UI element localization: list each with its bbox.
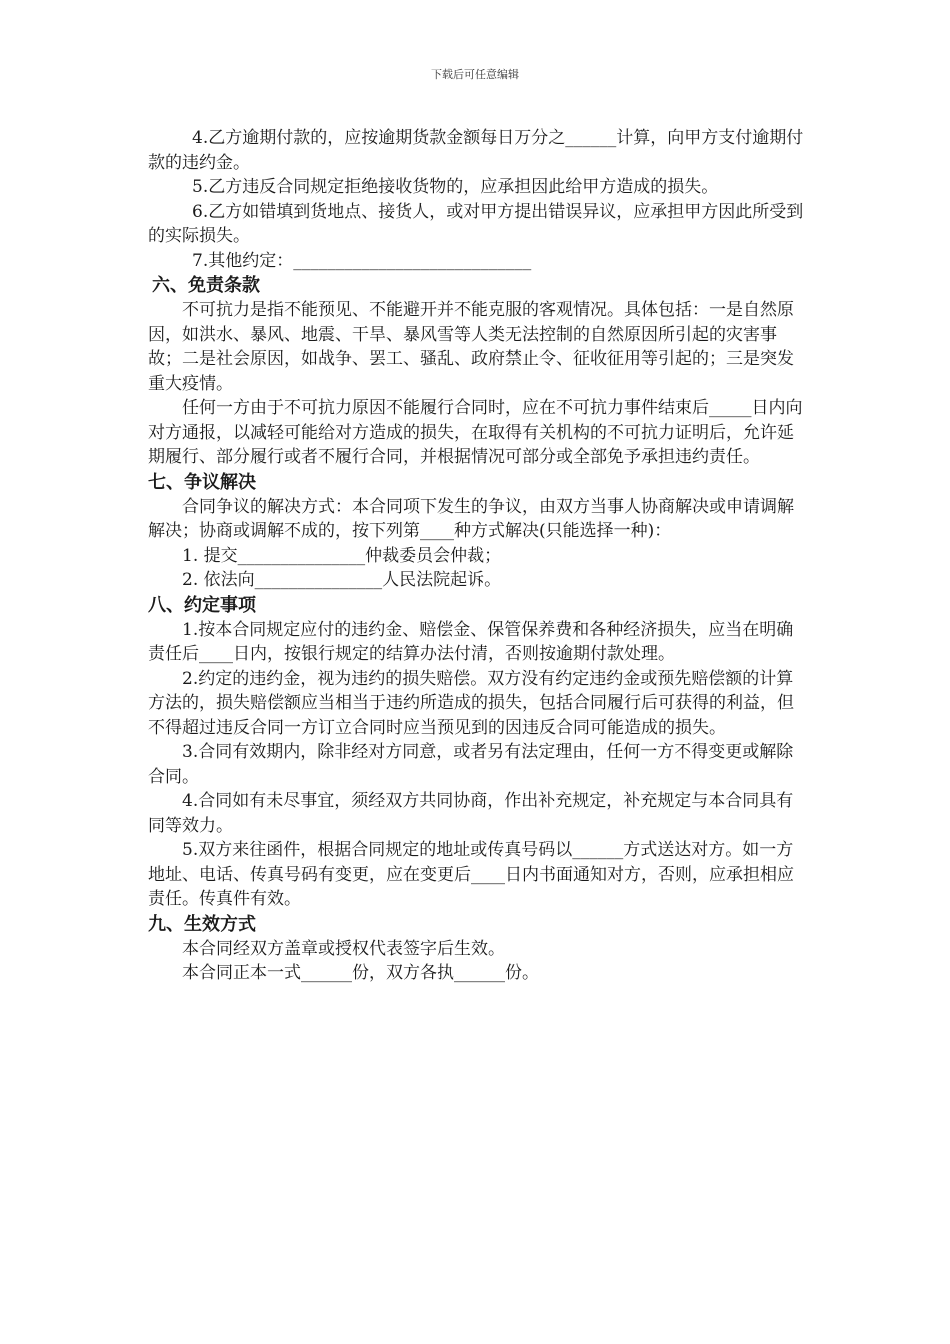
section-7-para-1: 合同争议的解决方式：本合同项下发生的争议，由双方当事人协商解决或申请调解解决；协商或调解不成的，按下列第____种方式解决(只能选择一种)：: [148, 496, 794, 541]
section-8-item-4: 4.合同如有未尽事宜，须经双方共同协商，作出补充规定，补充规定与本合同具有同等效力。: [148, 791, 794, 836]
contract-body: [148, 126, 810, 986]
page-header-note: 下载后可任意编辑: [431, 68, 519, 81]
section-8-item-3: 3.合同有效期内，除非经对方同意，或者另有法定理由，任何一方不得变更或解除合同。: [148, 742, 794, 787]
section-9-heading: 九、生效方式: [148, 913, 256, 935]
section-9-para-2: 本合同正本一式______份，双方各执______份。: [182, 963, 539, 983]
section-8-item-5: 5.双方来往函件，根据合同规定的地址或传真号码以______方式送达对方。如一方地址、电话、传真号码有变更，应在变更后____日内书面通知对方，否则，应承担相应责任。传真件有效。: [148, 840, 794, 909]
section-6-para-1: 不可抗力是指不能预见、不能避开并不能克服的客观情况。具体包括：一是自然原因，如洪水、暴风、地震、干旱、暴风雪等人类无法控制的自然原因所引起的灾害事故；二是社会原因，如战争、罢工、骚乱、政府禁止令、征收征用等引起的；三是突发重大疫情。: [148, 300, 794, 394]
section-6-heading: 六、免责条款: [152, 275, 260, 296]
section-8-item-2: 2.约定的违约金，视为违约的损失赔偿。双方没有约定违约金或预先赔偿额的计算方法的，损失赔偿额应当相当于违约所造成的损失，包括合同履行后可获得的利益，但不得超过违反合同一方订立合同时应当预见到的因违反合同可能造成的损失。: [148, 668, 794, 738]
section-8-heading: 八、约定事项: [148, 594, 256, 616]
clause-5-4: 4.乙方逾期付款的，应按逾期货款金额每日万分之______计算，向甲方支付逾期付款的违约金。: [148, 128, 804, 173]
section-7-heading: 七、争议解决: [148, 471, 256, 493]
section-9-para-1: 本合同经双方盖章或授权代表签字后生效。: [182, 938, 505, 959]
clause-5-7: 7.其他约定：____________________________: [192, 250, 532, 271]
section-8-item-1: 1.按本合同规定应付的违约金、赔偿金、保管保养费和各种经济损失，应当在明确责任后____日内，按银行规定的结算办法付清，否则按逾期付款处理。: [148, 619, 794, 664]
clause-5-6: 6.乙方如错填到货地点、接货人，或对甲方提出错误异议，应承担甲方因此所受到的实际损失。: [148, 201, 804, 246]
section-6-para-2: 任何一方由于不可抗力原因不能履行合同时，应在不可抗力事件结束后_____日内向对方通报，以减轻可能给对方造成的损失，在取得有关机构的不可抗力证明后，允许延期履行、部分履行或者不履行合同，并根据情况可部分或全部免予承担违约责任。: [148, 398, 803, 467]
clause-5-5: 5.乙方违反合同规定拒绝接收货物的，应承担因此给甲方造成的损失。: [192, 177, 719, 197]
section-7-option-2: 2. 依法向_______________人民法院起诉。: [182, 570, 502, 590]
section-7-option-1: 1. 提交_______________仲裁委员会仲裁；: [182, 545, 502, 566]
